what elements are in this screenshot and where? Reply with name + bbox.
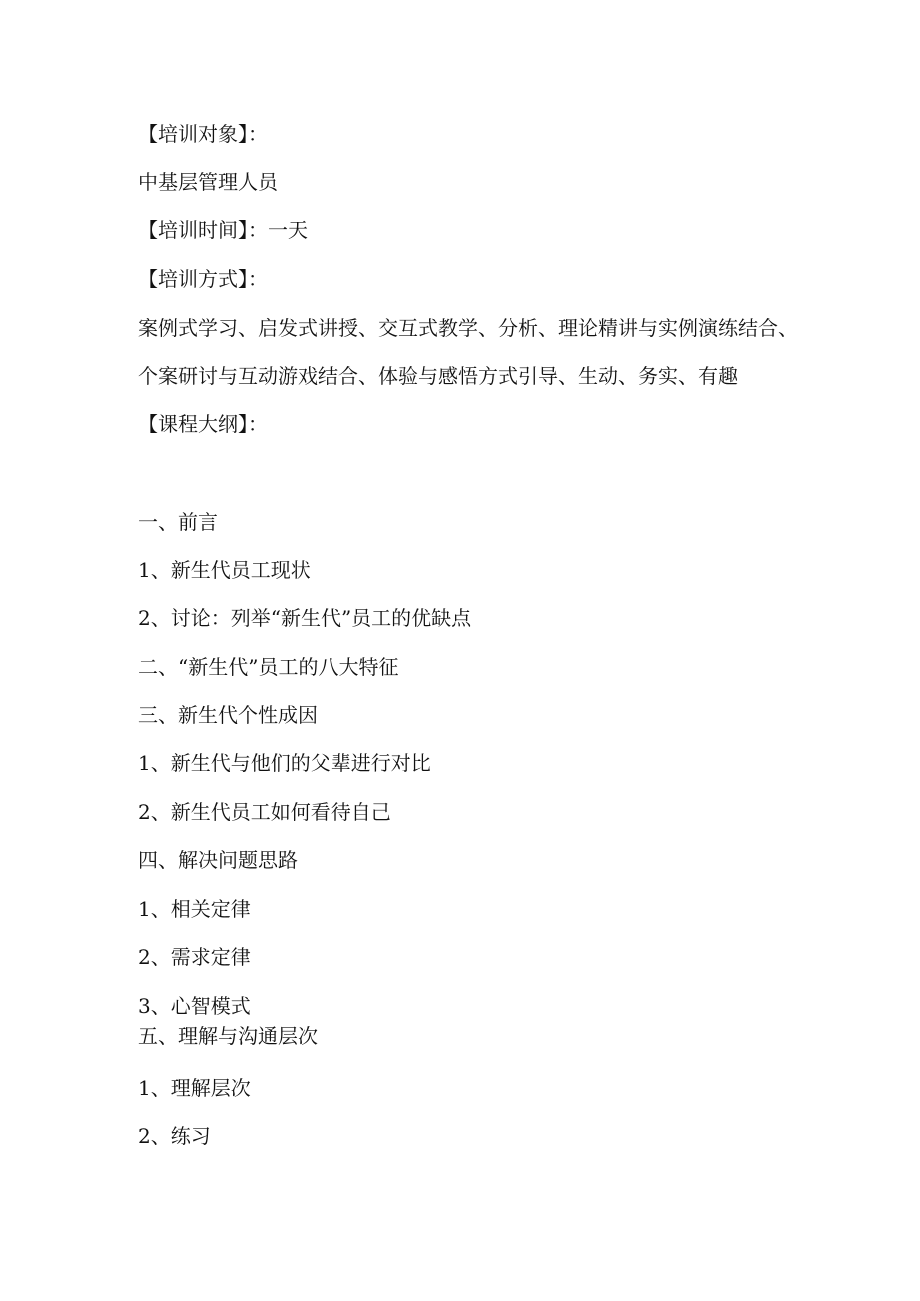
section-4-item-2: 2、需求定律	[138, 945, 251, 969]
training-target-heading: 【培训对象】：	[138, 122, 268, 146]
section-3-item-2: 2、新生代员工如何看待自己	[138, 800, 391, 824]
training-time-line: 【培训时间】：一天	[138, 218, 308, 242]
section-3-heading: 三、新生代个性成因	[138, 703, 318, 727]
section-3-item-1: 1、新生代与他们的父辈进行对比	[138, 751, 431, 775]
training-method-heading: 【培训方式】：	[138, 267, 268, 291]
section-1-item-1: 1、新生代员工现状	[138, 558, 311, 582]
course-outline-heading: 【课程大纲】：	[138, 412, 268, 436]
section-5-heading: 五、理解与沟通层次	[138, 1024, 318, 1048]
section-4-item-3: 3、心智模式	[138, 994, 251, 1018]
section-1-heading: 一、前言	[138, 510, 218, 534]
section-2-heading: 二、“新生代”员工的八大特征	[138, 655, 399, 679]
training-method-text-1: 案例式学习、启发式讲授、交互式教学、分析、理论精讲与实例演练结合、	[138, 316, 798, 340]
training-target-value: 中基层管理人员	[138, 170, 278, 194]
training-method-text-2: 个案研讨与互动游戏结合、体验与感悟方式引导、生动、务实、有趣	[138, 364, 738, 388]
section-1-item-2: 2、讨论：列举“新生代”员工的优缺点	[138, 606, 472, 630]
section-5-item-2: 2、练习	[138, 1124, 211, 1148]
section-5-item-1: 1、理解层次	[138, 1076, 251, 1100]
section-4-heading: 四、解决问题思路	[138, 848, 298, 872]
section-4-item-1: 1、相关定律	[138, 897, 251, 921]
